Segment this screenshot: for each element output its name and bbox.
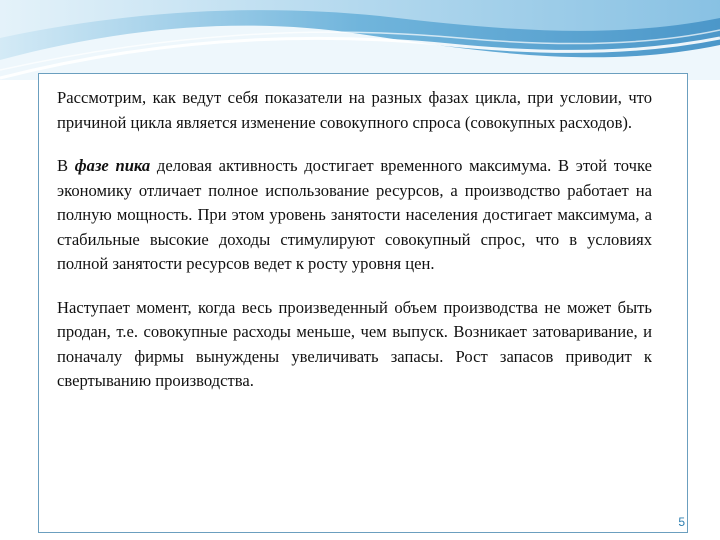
header-wave-decoration xyxy=(0,0,720,80)
slide-body xyxy=(57,86,652,413)
peak-phase-term: фазе пика xyxy=(74,156,151,175)
paragraph-peak-prefix: В xyxy=(57,156,75,175)
paragraph-overproduction: Наступает момент, когда весь произведенный объем производства не может быть продан, т.е. совокупные расходы меньше, чем выпуск. Возникает затоваривание, и поначалу фирмы вынуждены увеличивать запасы. Рост запасов приводит к свертыванию производства. xyxy=(57,297,652,390)
paragraph-intro: Рассмотрим, как ведут себя показатели на разных фазах цикла, при условии, что причиной цикла является изменение совокупного спроса (совокупных расходов). xyxy=(57,88,652,132)
slide-page-number: 5 xyxy=(678,515,685,529)
paragraph-peak-body: деловая активность достигает временного максимума. В этой точке экономику отличает полное использование ресурсов, а производство работает на полную мощность. При этом уровень занятости населения достигает максимума, а стабильные высокие доходы стимулируют совокупный спрос, что в условиях полной занятости ресурсов ведет к росту уровня цен. xyxy=(57,156,652,273)
paragraph-peak-phase xyxy=(57,154,652,277)
